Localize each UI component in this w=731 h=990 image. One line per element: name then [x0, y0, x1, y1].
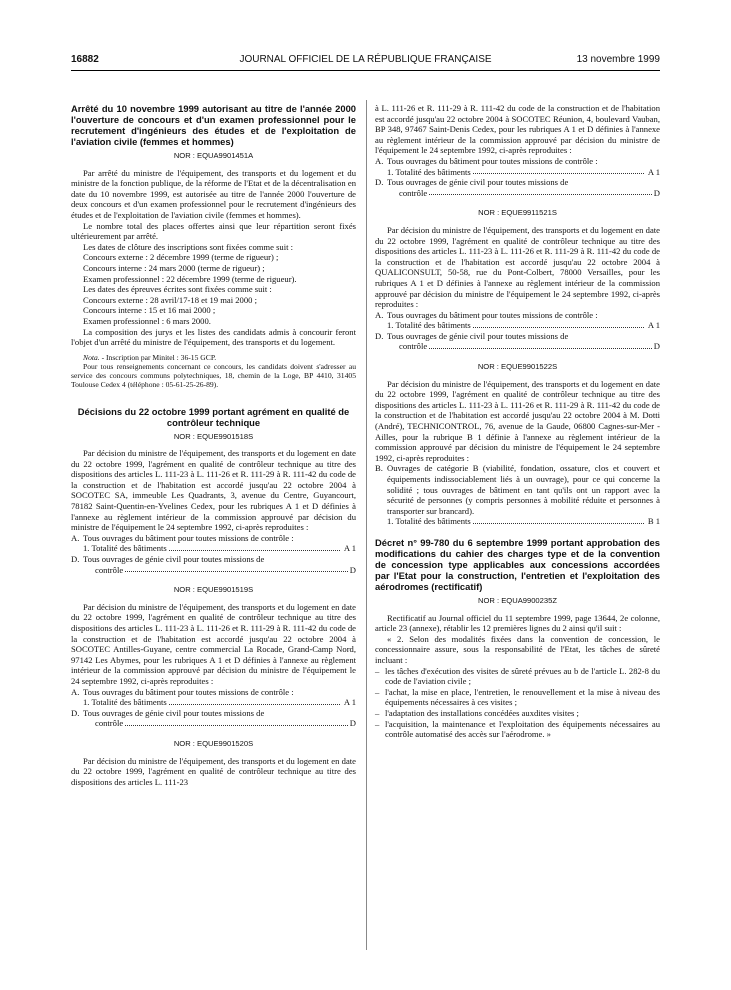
- left-column: [71, 103, 356, 787]
- rubric-b1: 1. Totalité des bâtiments B 1: [387, 516, 660, 527]
- rubric-d: D. Tous ouvrages de génie civil pour toutes missions de: [71, 554, 265, 565]
- journal-title: JOURNAL OFFICIEL DE LA RÉPUBLIQUE FRANÇAISE: [239, 54, 492, 65]
- arrete-title: Arrêté du 10 novembre 1999 autorisant au titre de l'année 2000 l'ouverture de concours et d'un examen professionnel pour le recrutement d'ingénieurs des études et de l'exploitation de l'aviation civile (femmes et hommes): [71, 103, 356, 147]
- arrete-note-contact: Pour tous renseignements concernant ce concours, les candidats doivent s'adresser au service des concours communs polytechniques, 18, chemin de la Loge, BP 4410, 31405 Toulouse Cedex 4 (téléphone : 05-61-25-26-89).: [71, 361, 356, 390]
- arrete-line: Concours externe : 28 avril/17-18 et 19 mai 2000 ;: [83, 294, 257, 305]
- decision-text-cont: à L. 111-26 et R. 111-29 à R. 111-42 du code de la construction et de l'habitation est accordé jusqu'au 22 octobre 2004 à SOCOTEC Réunion, 4, boulevard Vauban, BP 348, 97467 Saint-Denis Cedex, pour les rubriques A 1 et D définies à l'annexe au règlement intérieur de la commission approuvé par décision du ministre de l'équipement le 24 septembre 1992, ci-après reproduites :: [375, 103, 660, 156]
- decision-nor: NOR : EQUE9911521S: [478, 208, 557, 218]
- rubric-d-cont: contrôle D: [95, 564, 356, 575]
- rubric-a1: 1. Totalité des bâtiments A 1: [83, 697, 356, 708]
- rubric-a: A. Tous ouvrages du bâtiment pour toutes missions de contrôle :: [375, 309, 598, 320]
- decision-nor: NOR : EQUE9901520S: [173, 738, 254, 748]
- rubric-d-cont: contrôle D: [95, 718, 356, 729]
- rubric-d-cont: contrôle D: [399, 187, 660, 198]
- rubric-d: D. Tous ouvrages de génie civil pour toutes missions de: [375, 330, 569, 341]
- rubric-a1: 1. Totalité des bâtiments A 1: [387, 320, 660, 331]
- arrete-note: [71, 353, 356, 362]
- arrete-paragraph: Par arrêté du ministre de l'équipement, des transports et du logement et du ministre de la fonction publique, de la réforme de l'Etat et de la décentralisation en date du 10 novembre 1999, est autorisée au titre de l'année 2000 l'ouverture de deux concours et d'un examen professionnel pour le recrutement d'ingénieurs des études et de l'exploitation de l'aviation civile (femmes et hommes).: [71, 167, 356, 220]
- rubric-a1: 1. Totalité des bâtiments A 1: [387, 166, 660, 177]
- decision-nor: NOR : EQUE9901522S: [477, 362, 558, 372]
- rubric-d: D. Tous ouvrages de génie civil pour toutes missions de: [375, 177, 569, 188]
- rubric-a1: 1. Totalité des bâtiments A 1: [83, 543, 356, 554]
- arrete-line: Examen professionnel : 22 décembre 1999 (terme de rigueur).: [83, 273, 297, 284]
- right-column: [375, 103, 660, 740]
- column-divider: [366, 100, 367, 950]
- decret-bullet: – l'acquisition, la maintenance et l'exploitation des équipements nécessaires au contrôle automatisé des accès sur l'aérodrome. »: [375, 718, 660, 740]
- decision-text: Par décision du ministre de l'équipement, des transports et du logement en date du 22 octobre 1999, l'agrément en qualité de contrôleur technique au titre des dispositions des articles L. 111-23: [71, 755, 356, 787]
- decision-text: Par décision du ministre de l'équipement, des transports et du logement en date du 22 octobre 1999, l'agrément en qualité de contrôleur technique au titre des dispositions des articles L. 111-23 à L. 111-26 et R. 111-29 à R. 111-42 du code de la construction et de l'habitation est accordé jusqu'au 22 octobre 2004 à QUALICONSULT, 50-58, rue du Pont-Colbert, 78000 Versailles, pour les rubriques A 1 et D définies à l'annexe au règlement intérieur de la commission approuvé par décision du ministre de l'équipement le 24 septembre 1992, ci-après reproduites :: [375, 224, 660, 310]
- decret-bullet: – l'achat, la mise en place, l'entretien, le renouvellement et la mise à niveau des équipements nécessaires à ces visites ;: [375, 686, 660, 708]
- note-minitel: Inscription par Minitel : 36-15 GCP.: [106, 352, 217, 362]
- rubric-a: A. Tous ouvrages du bâtiment pour toutes missions de contrôle :: [71, 686, 294, 697]
- arrete-line: Examen professionnel : 6 mars 2000.: [83, 315, 211, 326]
- decision-text: Par décision du ministre de l'équipement, des transports et du logement en date du 22 octobre 1999, l'agrément en qualité de contrôleur technique au titre des dispositions des articles L. 111-23 à L. 111-26 et R. 111-29 à R. 111-42 du code de la construction et de l'habitation est accordé jusqu'au 22 octobre 2004 à SOCOTEC Antilles-Guyane, centre commercial La Rocade, Grand-Camp Nord, 97142 Les Abymes, pour les rubriques A 1 et D définies à l'annexe au règlement intérieur de la commission approuvé par décision du ministre de l'équipement le 24 septembre 1992, ci-après reproduites :: [71, 601, 356, 686]
- arrete-paragraph: Le nombre total des places offertes ainsi que leur répartition seront fixés ultérieurement par arrêté.: [71, 220, 356, 242]
- arrete-paragraph: Les dates des épreuves écrites sont fixées comme suit :: [83, 284, 272, 295]
- decret-paragraph: « 2. Selon des modalités fixées dans la convention de concession, le concessionnaire assure, sous la responsabilité de l'Etat, les tâches de sûreté incluant :: [375, 633, 660, 665]
- decision-nor: NOR : EQUE9901518S: [173, 431, 254, 441]
- decision-text: Par décision du ministre de l'équipement, des transports et du logement en date du 22 octobre 1999, l'agrément en qualité de contrôleur technique au titre des dispositions des articles L. 111-23 à L. 111-26 et R. 111-29 à R. 111-42 du code de la construction et de l'habitation est accordé jusqu'au 22 octobre 2004 à M. Dotti (André), TECHNICONTROL, 76, avenue de la Gaude, 06800 Cagnes-sur-Mer - Ailles, pour la rubrique B 1 définie à l'annexe au règlement intérieur de la commission approuvé par décision du ministre de l'équipement le 24 septembre 1992, ci-après reproduites :: [375, 378, 660, 463]
- page-header: [71, 54, 660, 68]
- note-label: Nota. -: [83, 352, 105, 362]
- arrete-paragraph: La composition des jurys et les listes des candidats admis à concourir feront l'objet d'un arrêté du ministre de l'équipement, des transports et du logement.: [71, 326, 356, 348]
- arrete-line: Concours externe : 2 décembre 1999 (terme de rigueur) ;: [83, 252, 279, 263]
- rubric-b: B. Ouvrages de catégorie B (viabilité, fondation, ossature, clos et couvert et équipements indissociablement liés à un ouvrage), pour ce qui concerne la solidité ; tous ouvrages de bâtiment en tant qu'ils ont un rapport avec la sécurité de personnes (y compris personnes à mobilité réduite et personnes à transporter sur brancard).: [375, 463, 660, 516]
- decision-nor: NOR : EQUE9901519S: [173, 585, 254, 595]
- issue-date: 13 novembre 1999: [576, 54, 660, 65]
- decret-paragraph: Rectificatif au Journal officiel du 11 septembre 1999, page 13644, 2e colonne, article 23 (annexe), rétablir les 12 premières lignes du 2 ainsi qu'il suit :: [375, 612, 660, 634]
- decret-title: Décret n° 99-780 du 6 septembre 1999 portant approbation des modifications du cahier des charges type et de la convention de concession type applicables aux concessions accordées par l'Etat pour la construction, l'entretien et l'exploitation des aérodromes (rectificatif): [375, 536, 660, 592]
- arrete-nor: NOR : EQUA9901451A: [173, 151, 254, 160]
- arrete-line: Concours interne : 15 et 16 mai 2000 ;: [83, 305, 216, 316]
- page-number: 16882: [71, 54, 99, 65]
- rubric-a: A. Tous ouvrages du bâtiment pour toutes missions de contrôle :: [71, 532, 294, 543]
- rubric-a: A. Tous ouvrages du bâtiment pour toutes missions de contrôle :: [375, 155, 598, 166]
- decisions-title: Décisions du 22 octobre 1999 portant agrément en qualité de contrôleur technique: [77, 405, 350, 428]
- arrete-paragraph: Les dates de clôture des inscriptions sont fixées comme suit :: [83, 241, 294, 252]
- rubric-d: D. Tous ouvrages de génie civil pour toutes missions de: [71, 707, 265, 718]
- decret-bullet: – les tâches d'exécution des visites de sûreté prévues au b de l'article L. 282-8 du code de l'aviation civile ;: [375, 665, 660, 687]
- rubric-d-cont: contrôle D: [399, 341, 660, 352]
- header-rule: [71, 70, 660, 71]
- arrete-line: Concours interne : 24 mars 2000 (terme de rigueur) ;: [83, 262, 265, 273]
- decision-text: Par décision du ministre de l'équipement, des transports et du logement en date du 22 octobre 1999, l'agrément en qualité de contrôleur technique au titre des dispositions des articles L. 111-23 à L. 111-26 et R. 111-29 à R. 111-42 du code de la construction et de l'habitation est accordé jusqu'au 22 octobre 2004 à SOCOTEC SA, immeuble Les Quadrants, 3, avenue du Centre, Guyancourt, 78182 Saint-Quentin-en-Yvelines Cedex, pour les rubriques A 1 et D définies à l'annexe au règlement intérieur de la commission approuvé par décision du ministre de l'équipement le 24 septembre 1992, ci-après reproduites :: [71, 448, 356, 533]
- decret-bullet: – l'adaptation des installations concédées auxdites visites ;: [375, 707, 579, 718]
- decret-nor: NOR : EQUA9900235Z: [478, 595, 557, 605]
